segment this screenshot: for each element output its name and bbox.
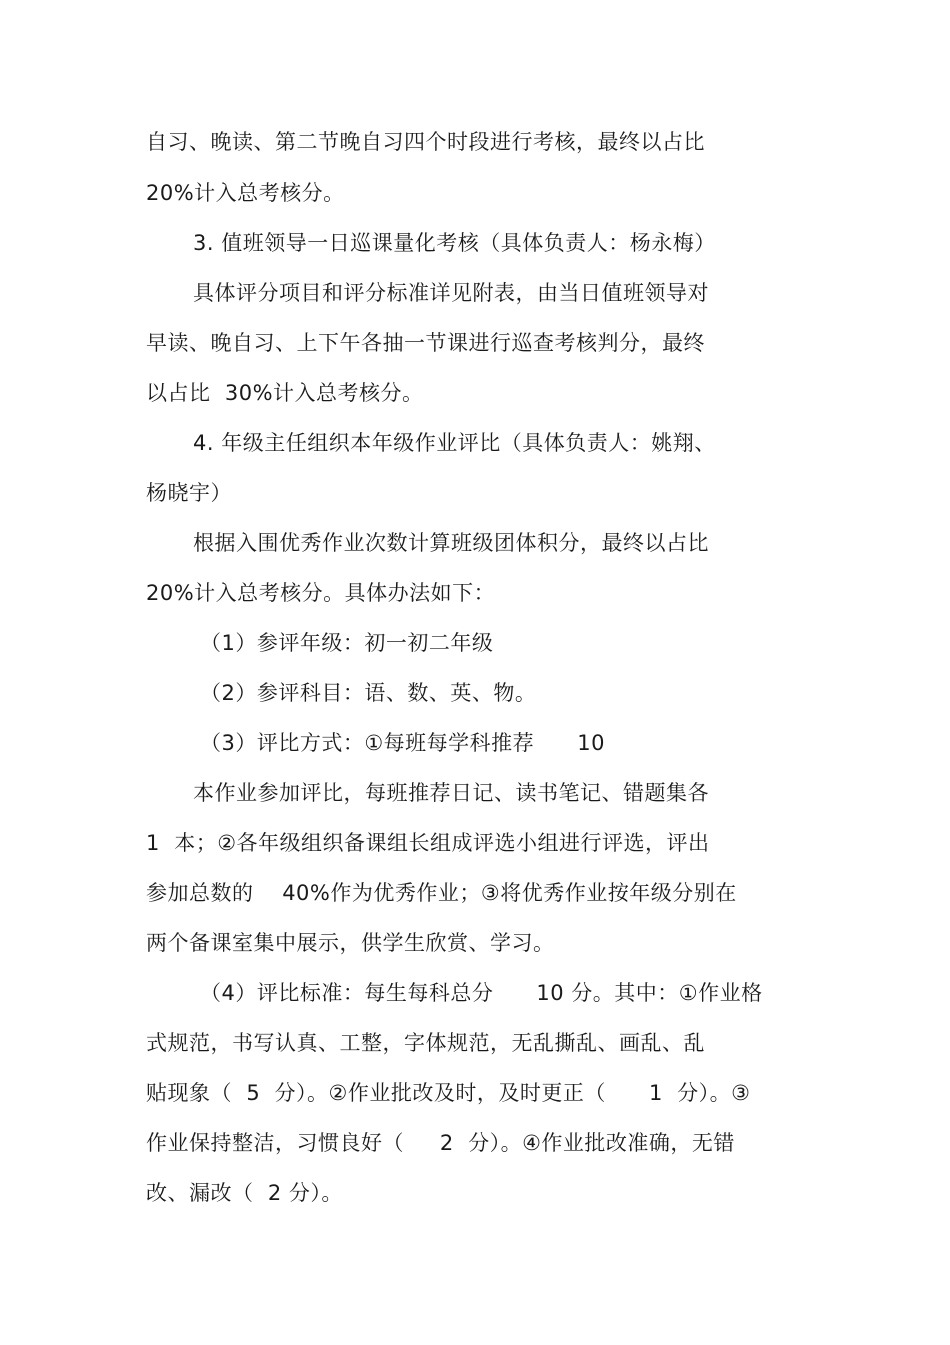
section-heading: 3. 值班领导一日巡课量化考核（具体负责人：杨永梅） [193, 231, 716, 255]
text-line: 式规范，书写认真、工整，字体规范，无乱撕乱、画乱、乱 [146, 1031, 705, 1055]
text-line: 20%计入总考核分。 [146, 181, 345, 205]
text-line: 改、漏改（ 2 分）。 [146, 1181, 343, 1205]
text-line: 早读、晚自习、上下午各抽一节课进行巡查考核判分，最终 [146, 331, 705, 355]
text-line: 自习、晚读、第二节晚自习四个时段进行考核，最终以占比 [146, 130, 705, 154]
text-line: 具体评分项目和评分标准详见附表，由当日值班领导对 [193, 281, 709, 305]
text-line: 杨晓宇） [146, 481, 232, 505]
list-item: （4）评比标准：每生每科总分 10 分。其中：①作业格 [200, 981, 763, 1005]
text-line: 本作业参加评比，每班推荐日记、读书笔记、错题集各 [193, 781, 709, 805]
list-item: （3）评比方式：①每班每学科推荐 10 [200, 731, 605, 755]
text-line: 根据入围优秀作业次数计算班级团体积分，最终以占比 [193, 531, 709, 555]
text-line: 作业保持整洁，习惯良好（ 2 分）。④作业批改准确，无错 [146, 1131, 735, 1155]
text-line: 以占比 30%计入总考核分。 [146, 381, 424, 405]
text-line: 20%计入总考核分。具体办法如下： [146, 581, 496, 605]
section-heading: 4. 年级主任组织本年级作业评比（具体负责人：姚翔、 [193, 431, 716, 455]
text-line: 贴现象（ 5 分）。②作业批改及时，及时更正（ 1 分）。③ [146, 1081, 751, 1105]
text-line: 参加总数的 40%作为优秀作业；③将优秀作业按年级分别在 [146, 881, 737, 905]
text-line: 两个备课室集中展示，供学生欣赏、学习。 [146, 931, 555, 955]
text-line: 1 本；②各年级组织备课组长组成评选小组进行评选，评出 [146, 831, 710, 855]
list-item: （1）参评年级：初一初二年级 [200, 631, 494, 655]
list-item: （2）参评科目：语、数、英、物。 [200, 681, 537, 705]
